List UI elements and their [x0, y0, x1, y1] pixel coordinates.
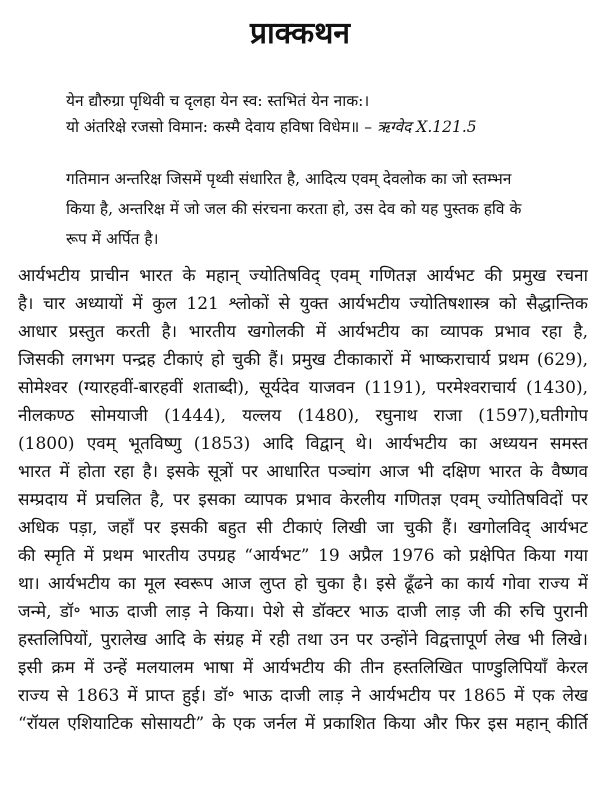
body-line: “रॉयल एशियाटिक सोसायटी” के एक जर्नल में प्रकाशित किया और फिर इस महान् कीर्ति [18, 714, 588, 734]
sanskrit-verse [66, 88, 586, 140]
body-paragraph [18, 262, 588, 738]
body-line: आर्यभटीय प्राचीन भारत के महान् ज्योतिषविद् एवम् गणितज्ञ आर्यभट की प्रमुख रचना [18, 266, 588, 286]
page-title: प्राक्कथन [249, 16, 351, 51]
verse-line-1: येन द्यौरुग्रा पृथिवी च दृलहा येन स्व: स्तभितं येन नाक:। [66, 92, 370, 110]
body-line: है। चार अध्यायों में कुल 121 श्लोकों से युक्त आर्यभटीय ज्योतिषशास्त्र को सैद्धान्तिक [18, 294, 588, 314]
body-line: राज्य से 1863 में प्राप्त हुई। डॉ॰ भाऊ दाजी लाड़ ने आर्यभटीय पर 1865 में एक लेख [18, 686, 588, 706]
body-line: हस्तलिपियों, पुरालेख आदि के संग्रह में रही तथा उन पर उन्होंने विद्वत्तापूर्ण लेख भी लिखे। [18, 630, 588, 650]
verse-meaning [66, 164, 586, 254]
body-line: भारत में होता रहा है। इसके सूत्रों पर आधारित पञ्चांग आज भी दक्षिण भारत के वैष्णव [18, 462, 588, 482]
meaning-line: किया है, अन्तरिक्ष में जो जल की संरचना करता हो, उस देव को यह पुस्तक हवि के [66, 200, 522, 218]
body-line: की स्मृति में प्रथम भारतीय उपग्रह “आर्यभट” 19 अप्रैल 1976 को प्रक्षेपित किया गया [18, 546, 588, 566]
body-line: आधार प्रस्तुत करती है। भारतीय खगोलकी में आर्यभटीय का व्यापक प्रभाव रहा है, [18, 322, 588, 342]
verse-line-2-text: यो अंतरिक्षे रजसो विमान: कस्मै देवाय हविषा विधेम॥ – [66, 118, 373, 136]
body-line: सम्प्रदाय में प्रचलित है, पर इसका व्यापक प्रभाव केरलीय गणितज्ञ एवम् ज्योतिषविदों पर [18, 490, 588, 510]
meaning-line: गतिमान अन्तरिक्ष जिसमें पृथ्वी संधारित है, आदित्य एवम् देवलोक का जो स्तम्भन [66, 170, 512, 188]
body-line: जन्मे, डॉ॰ भाऊ दाजी लाड़ ने किया। पेशे से डॉक्टर भाऊ दाजी लाड़ जी की रुचि पुरानी [18, 602, 588, 622]
body-line: (1800) एवम् भूतविष्णु (1853) आदि विद्वान् थे। आर्यभटीय का अध्ययन समस्त [18, 434, 588, 454]
body-line: नीलकण्ठ सोमयाजी (1444), यल्लय (1480), रघुनाथ राजा (1597),घतीगोप [18, 406, 588, 426]
body-line: इसी क्रम में उन्हें मलयालम भाषा में आर्यभटीय की तीन हस्तलिखित पाण्डुलिपियाँ केरल [18, 658, 588, 678]
meaning-line: रूप में अर्पित है। [66, 230, 159, 248]
body-line: सोमेश्वर (ग्यारहवीं-बारहवीं शताब्दी), सूर्यदेव याजवन (1191), परमेश्वराचार्य (1430), [18, 378, 588, 398]
body-line: अधिक पड़ा, जहाँ पर इसकी बहुत सी टीकाएं लिखी जा चुकी हैं। खगोलविद् आर्यभट [18, 518, 588, 538]
verse-line-2 [66, 114, 586, 140]
body-line: था। आर्यभटीय का मूल स्वरूप आज लुप्त हो चुका है। इसे ढूँढने का कार्य गोवा राज्य में [18, 574, 588, 594]
verse-reference: ऋग्वेद X.121.5 [376, 118, 477, 136]
body-line: जिसकी लगभग पन्द्रह टीकाएं हो चुकी हैं। प्रमुख टीकाकारों में भाष्कराचार्य प्रथम (629), [18, 350, 588, 370]
